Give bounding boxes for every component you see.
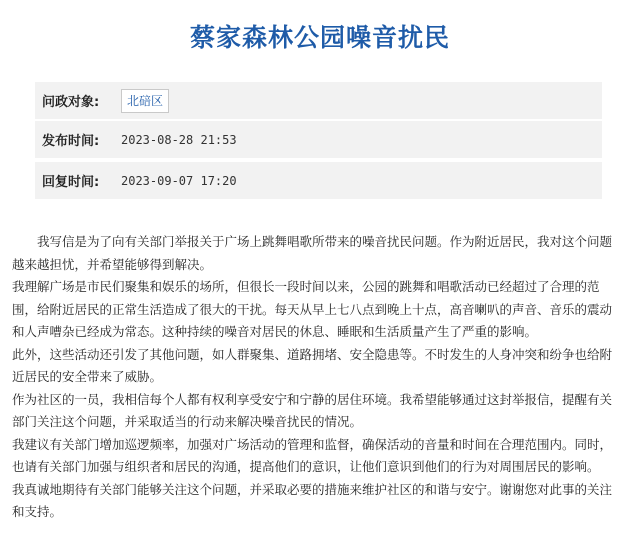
paragraph-2: 我理解广场是市民们聚集和娱乐的场所，但很长一段时间以来，公园的跳舞和唱歌活动已经超过了合理的范围，给附近居民的正常生活造成了很大的干扰。每天从早上七八点到晚上十点，高音喇叭的声音、音乐的震动和人声嘈杂已经成为常态。这种持续的噪音对居民的休息、睡眠和生活质量产生了严重的影响。	[12, 279, 613, 339]
reply-time-label: 回复时间:	[42, 175, 100, 190]
target-label: 问政对象:	[42, 95, 100, 110]
info-row-publish-time	[35, 121, 602, 158]
paragraph-4: 作为社区的一员，我相信每个人都有权利享受安宁和宁静的居住环境。我希望能够通过这封举报信，提醒有关部门关注这个问题，并采取适当的行动来解决噪音扰民的情况。	[12, 391, 613, 429]
paragraph-6: 我真诚地期待有关部门能够关注这个问题，并采取必要的措施来维护社区的和谐与安宁。谢谢您对此事的关注和支持。	[12, 481, 613, 519]
info-row-reply-time	[35, 162, 602, 199]
page-title: 蔡家森林公园噪音扰民	[189, 23, 450, 52]
paragraph-5: 我建议有关部门增加巡逻频率，加强对广场活动的管理和监督，确保活动的音量和时间在合理范围内。同时，也请有关部门加强与组织者和居民的沟通，提高他们的意识，让他们意识到他们的行为对周围居民的影响。	[12, 436, 613, 474]
publish-time-value: 2023-08-28 21:53	[121, 132, 237, 147]
reply-time-value: 2023-09-07 17:20	[121, 173, 237, 188]
target-badge[interactable]: 北碚区	[121, 89, 169, 113]
paragraph-3: 此外，这些活动还引发了其他问题，如人群聚集、道路拥堵、安全隐患等。不时发生的人身冲突和纷争也给附近居民的安全带来了威胁。	[12, 346, 613, 384]
info-row-target	[35, 82, 602, 119]
paragraph-1: 我写信是为了向有关部门举报关于广场上跳舞唱歌所带来的噪音扰民问题。作为附近居民，我对这个问题越来越担忧，并希望能够得到解决。	[12, 234, 613, 272]
publish-time-label: 发布时间:	[42, 134, 100, 149]
letter-body	[12, 231, 624, 524]
